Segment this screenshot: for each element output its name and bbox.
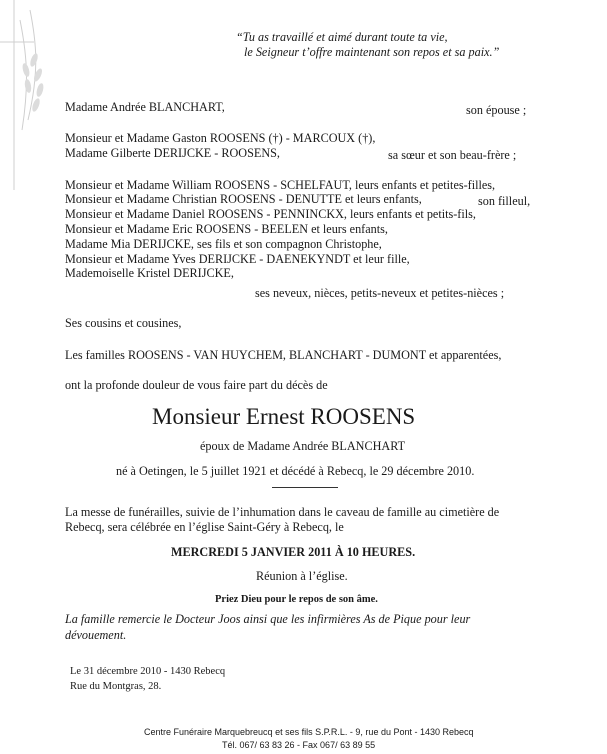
place-date-line-2: Rue du Montgras, 28. [70,681,162,692]
funeral-datetime: MERCREDI 5 JANVIER 2011 À 10 HEURES. [171,545,416,559]
siblings-line-2: Madame Gilberte DERIJCKE - ROOSENS, [65,146,280,160]
nephews-relation: ses neveux, nièces, petits-neveux et petites-nièces ; [255,286,505,300]
siblings-relation: sa sœur et son beau-frère ; [388,148,517,162]
announcement-line: ont la profonde douleur de vous faire part du décès de [65,378,328,392]
prayer-line: Priez Dieu pour le repos de son âme. [215,594,378,605]
funeral-line-1: La messe de funérailles, suivie de l’inhumation dans le caveau de famille au cimetière de [65,505,500,519]
nephews-line-6: Monsieur et Madame Yves DERIJCKE - DAENEKYNDT et leur fille, [65,252,410,266]
nephews-line-3: Monsieur et Madame Daniel ROOSENS - PENNINCKX, leurs enfants et petits-fils, [65,207,476,221]
thanks-line-2: dévouement. [65,628,127,642]
footer-line-2: Tél. 067/ 63 83 26 - Fax 067/ 63 89 55 [222,740,376,750]
nephews-line-2-relation: son filleul, [478,194,531,208]
funeral-line-2: Rebecq, sera célébrée en l’église Saint-Géry à Rebecq, le [65,520,344,534]
siblings-line-1: Monsieur et Madame Gaston ROOSENS (†) - MARCOUX (†), [65,131,376,145]
spouse-name: Madame Andrée BLANCHART, [65,100,225,114]
divider [272,487,338,488]
spouse-relation: son épouse ; [466,103,527,117]
footer-line-1: Centre Funéraire Marquebreucq et ses fils S.P.R.L. - 9, rue du Pont - 1430 Rebecq [144,727,474,737]
deceased-name: Monsieur Ernest ROOSENS [152,404,416,429]
families-line: Les familles ROOSENS - VAN HUYCHEM, BLANCHART - DUMONT et apparentées, [65,348,502,362]
wheat-ears-cross-decoration [0,0,60,200]
nephews-line-5: Madame Mia DERIJCKE, ses fils et son compagnon Christophe, [65,237,382,251]
deceased-spouse-of: époux de Madame Andrée BLANCHART [200,439,406,453]
deceased-dates: né à Oetingen, le 5 juillet 1921 et décédé à Rebecq, le 29 décembre 2010. [116,464,475,478]
nephews-line-7: Mademoiselle Kristel DERIJCKE, [65,266,234,280]
quote-line-2: le Seigneur t’offre maintenant son repos et sa paix.” [244,45,500,59]
funeral-meeting: Réunion à l’église. [256,569,348,583]
nephews-line-4: Monsieur et Madame Eric ROOSENS - BEELEN et leurs enfants, [65,222,388,236]
place-date-line-1: Le 31 décembre 2010 - 1430 Rebecq [70,666,226,677]
cousins-line: Ses cousins et cousines, [65,316,182,330]
thanks-line-1: La famille remercie le Docteur Joos ainsi que les infirmières As de Pique pour leur [65,612,471,626]
nephews-line-2: Monsieur et Madame Christian ROOSENS - DENUTTE et leurs enfants, [65,192,422,206]
quote-line-1: “Tu as travaillé et aimé durant toute ta vie, [236,30,448,44]
nephews-line-1: Monsieur et Madame William ROOSENS - SCHELFAUT, leurs enfants et petites-filles, [65,178,496,192]
